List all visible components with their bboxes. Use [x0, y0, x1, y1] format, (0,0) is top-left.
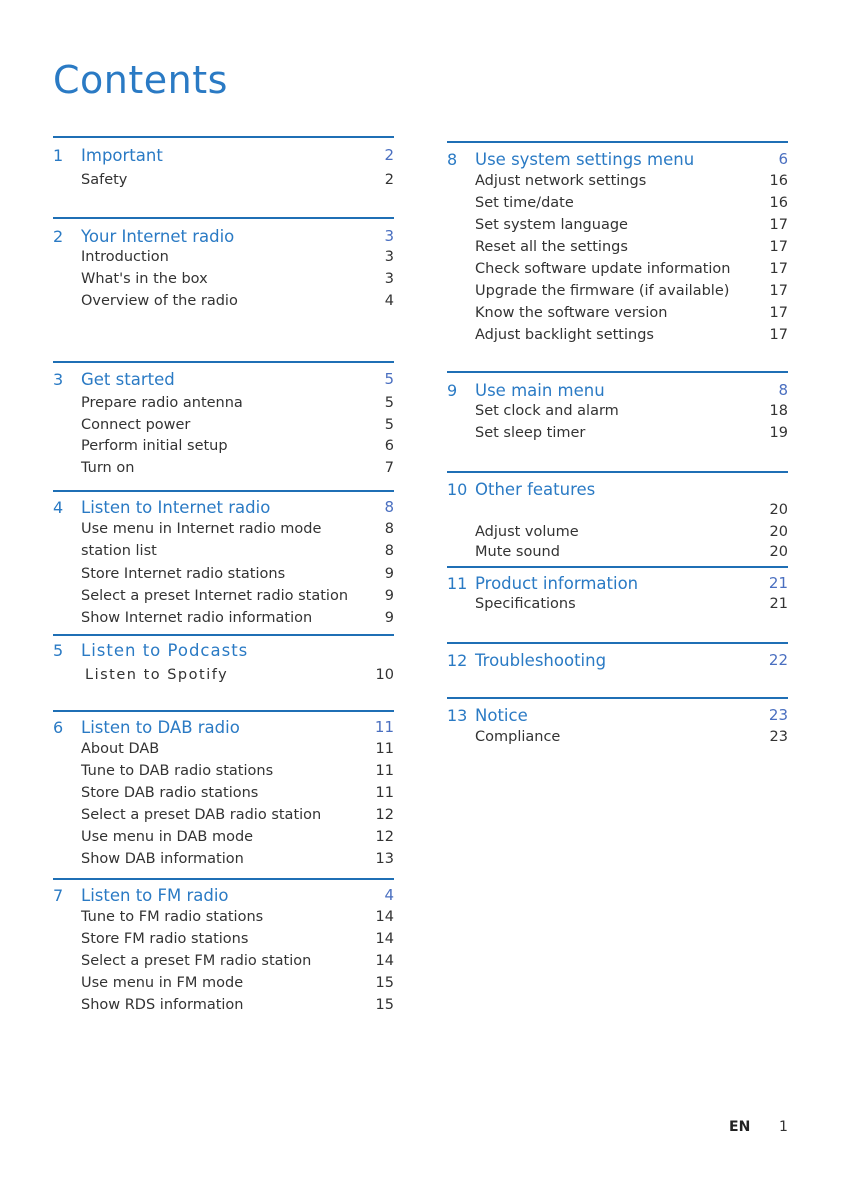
subentry-page: 9	[384, 610, 394, 626]
toc-subentry[interactable]	[53, 460, 394, 482]
chapter-page: 11	[374, 718, 394, 736]
chapter-number: 8	[447, 150, 458, 169]
subentry-page: 16	[769, 173, 788, 189]
toc-section	[447, 566, 788, 612]
chapter-title: Listen to Internet radio	[81, 498, 271, 517]
toc-section	[53, 361, 394, 476]
subentry-page: 3	[384, 249, 394, 265]
chapter-page: 21	[768, 574, 788, 592]
subentry-title: Show Internet radio information	[81, 610, 313, 626]
chapter-number: 13	[447, 706, 468, 725]
chapter-page: 23	[768, 706, 788, 724]
toc-subentry[interactable]	[53, 829, 394, 851]
toc-subentry[interactable]	[447, 261, 788, 283]
chapter-number: 5	[53, 641, 64, 660]
subentry-page: 17	[769, 217, 788, 233]
toc-section	[447, 371, 788, 441]
toc-subentry[interactable]	[53, 521, 394, 543]
toc-chapter-entry[interactable]	[447, 651, 788, 673]
subentry-title: station list	[81, 543, 157, 559]
subentry-title: Use menu in Internet radio mode	[81, 521, 322, 537]
chapter-page: 22	[768, 651, 788, 669]
subentry-title: Store FM radio stations	[81, 931, 249, 947]
toc-subentry[interactable]	[53, 997, 394, 1019]
toc-subentry[interactable]	[447, 524, 788, 546]
section-divider	[53, 490, 394, 492]
subentry-title: Set time/date	[475, 195, 574, 211]
toc-section	[447, 141, 788, 343]
chapter-title: Important	[81, 146, 163, 165]
section-divider	[447, 697, 788, 699]
chapter-page: 4	[384, 886, 394, 904]
section-divider	[447, 642, 788, 644]
chapter-number: 10	[447, 480, 468, 499]
toc-subentry[interactable]	[447, 544, 788, 566]
toc-subentry[interactable]	[447, 502, 788, 524]
toc-subentry[interactable]	[53, 763, 394, 785]
chapter-title: Get started	[81, 370, 175, 389]
footer-language: EN	[729, 1119, 751, 1135]
chapter-page: 6	[778, 150, 788, 168]
subentry-title: Set clock and alarm	[475, 403, 619, 419]
subentry-title: Perform initial setup	[81, 438, 228, 454]
subentry-title: About DAB	[81, 741, 160, 757]
subentry-title: Select a preset FM radio station	[81, 953, 312, 969]
toc-subentry[interactable]	[447, 195, 788, 217]
subentry-page: 15	[375, 975, 394, 991]
subentry-page: 14	[375, 953, 394, 969]
toc-subentry[interactable]	[53, 953, 394, 975]
toc-subentry[interactable]	[53, 588, 394, 610]
subentry-title: What's in the box	[81, 271, 208, 287]
subentry-page: 20	[769, 544, 788, 560]
chapter-number: 2	[53, 227, 64, 246]
toc-subentry[interactable]	[53, 293, 394, 315]
chapter-title: Product information	[475, 574, 639, 593]
toc-chapter-entry[interactable]	[447, 574, 788, 596]
subentry-page: 20	[769, 524, 788, 540]
subentry-title: Set sleep timer	[475, 425, 586, 441]
toc-chapter-entry[interactable]	[447, 150, 788, 172]
subentry-page: 4	[384, 293, 394, 309]
section-divider	[447, 471, 788, 473]
toc-subentry[interactable]	[53, 172, 394, 194]
section-divider	[447, 566, 788, 568]
subentry-page: 9	[384, 588, 394, 604]
toc-chapter-entry[interactable]	[53, 498, 394, 520]
subentry-page: 9	[384, 566, 394, 582]
toc-subentry[interactable]	[53, 909, 394, 931]
subentry-page: 2	[384, 172, 394, 188]
toc-subentry[interactable]	[447, 596, 788, 618]
subentry-page: 20	[769, 502, 788, 518]
chapter-title: Listen to DAB radio	[81, 718, 240, 737]
toc-subentry[interactable]	[53, 566, 394, 588]
subentry-title: Use menu in FM mode	[81, 975, 244, 991]
chapter-number: 6	[53, 718, 64, 737]
subentry-page: 16	[769, 195, 788, 211]
chapter-title: Troubleshooting	[475, 651, 607, 670]
toc-chapter-entry[interactable]	[53, 146, 394, 168]
section-divider	[53, 634, 394, 636]
chapter-number: 11	[447, 574, 468, 593]
chapter-title: Use system settings menu	[475, 150, 695, 169]
chapter-number: 1	[53, 146, 64, 165]
subentry-title: Know the software version	[475, 305, 668, 321]
subentry-title: Connect power	[81, 417, 191, 433]
subentry-page: 15	[375, 997, 394, 1013]
toc-subentry[interactable]	[53, 271, 394, 293]
subentry-page: 17	[769, 261, 788, 277]
toc-subentry[interactable]	[53, 667, 394, 689]
subentry-page: 5	[384, 395, 394, 411]
toc-section	[447, 697, 788, 745]
subentry-title: Mute sound	[475, 544, 560, 560]
subentry-page: 11	[375, 741, 394, 757]
toc-section	[53, 710, 394, 867]
toc-subentry[interactable]	[447, 425, 788, 447]
subentry-title: Tune to FM radio stations	[81, 909, 264, 925]
subentry-page: 17	[769, 283, 788, 299]
subentry-page: 19	[769, 425, 788, 441]
subentry-title: Adjust volume	[475, 524, 579, 540]
chapter-page: 5	[384, 370, 394, 388]
subentry-title: Overview of the radio	[81, 293, 238, 309]
chapter-title: Notice	[475, 706, 528, 725]
subentry-page: 7	[384, 460, 394, 476]
chapter-page: 3	[384, 227, 394, 245]
toc-subentry[interactable]	[447, 173, 788, 195]
toc-chapter-entry[interactable]	[447, 706, 788, 728]
toc-chapter-entry[interactable]	[53, 227, 394, 249]
subentry-page: 8	[384, 521, 394, 537]
subentry-title: Prepare radio antenna	[81, 395, 243, 411]
subentry-page: 17	[769, 327, 788, 343]
subentry-title: Upgrade the firmware (if available)	[475, 283, 730, 299]
subentry-page: 8	[384, 543, 394, 559]
toc-section	[53, 217, 394, 309]
toc-chapter-entry[interactable]	[53, 886, 394, 908]
subentry-title: Specifications	[475, 596, 576, 612]
toc-subentry[interactable]	[53, 851, 394, 873]
toc-subentry[interactable]	[447, 305, 788, 327]
toc-chapter-entry[interactable]	[53, 641, 394, 663]
subentry-title: Listen to Spotify	[85, 667, 229, 683]
toc-subentry[interactable]	[53, 417, 394, 439]
subentry-title: Check software update information	[475, 261, 731, 277]
section-divider	[53, 878, 394, 880]
toc-chapter-entry[interactable]	[447, 480, 788, 502]
toc-subentry[interactable]	[53, 610, 394, 632]
section-divider	[53, 361, 394, 363]
chapter-number: 9	[447, 381, 458, 400]
section-divider	[447, 371, 788, 373]
subentry-page: 11	[375, 785, 394, 801]
toc-subentry[interactable]	[53, 975, 394, 997]
subentry-title: Store DAB radio stations	[81, 785, 259, 801]
toc-subentry[interactable]	[447, 239, 788, 261]
subentry-title: Adjust network settings	[475, 173, 647, 189]
toc-chapter-entry[interactable]	[447, 381, 788, 403]
section-divider	[53, 217, 394, 219]
subentry-page: 18	[769, 403, 788, 419]
chapter-page: 8	[778, 381, 788, 399]
section-divider	[53, 136, 394, 138]
toc-subentry[interactable]	[53, 438, 394, 460]
section-divider	[53, 710, 394, 712]
chapter-number: 7	[53, 886, 64, 905]
toc-subentry[interactable]	[53, 807, 394, 829]
subentry-page: 21	[769, 596, 788, 612]
subentry-page: 10	[375, 667, 394, 683]
toc-section	[447, 471, 788, 560]
subentry-title: Reset all the settings	[475, 239, 628, 255]
subentry-page: 6	[384, 438, 394, 454]
section-divider	[447, 141, 788, 143]
subentry-title: Safety	[81, 172, 128, 188]
subentry-page: 23	[769, 729, 788, 745]
toc-section	[447, 642, 788, 670]
chapter-page: 2	[384, 146, 394, 164]
subentry-title: Introduction	[81, 249, 169, 265]
toc-subentry[interactable]	[447, 283, 788, 305]
subentry-title: Show RDS information	[81, 997, 244, 1013]
subentry-page: 17	[769, 305, 788, 321]
subentry-page: 14	[375, 909, 394, 925]
subentry-title: Adjust backlight settings	[475, 327, 654, 343]
subentry-page: 3	[384, 271, 394, 287]
subentry-page: 12	[375, 829, 394, 845]
subentry-title: Compliance	[475, 729, 561, 745]
toc-section	[53, 634, 394, 683]
toc-subentry[interactable]	[53, 785, 394, 807]
toc-subentry[interactable]	[447, 217, 788, 239]
chapter-number: 12	[447, 651, 468, 670]
chapter-title: Listen to Podcasts	[81, 641, 249, 660]
toc-section	[53, 878, 394, 1013]
chapter-title: Use main menu	[475, 381, 605, 400]
chapter-page: 8	[384, 498, 394, 516]
subentry-title: Set system language	[475, 217, 628, 233]
subentry-title: Turn on	[81, 460, 135, 476]
subentry-title: Use menu in DAB mode	[81, 829, 254, 845]
toc-subentry[interactable]	[53, 395, 394, 417]
subentry-title: Select a preset DAB radio station	[81, 807, 322, 823]
subentry-title: Store Internet radio stations	[81, 566, 286, 582]
page-title: Contents	[53, 58, 228, 102]
chapter-title: Listen to FM radio	[81, 886, 229, 905]
toc-subentry[interactable]	[53, 249, 394, 271]
subentry-page: 14	[375, 931, 394, 947]
chapter-title: Your Internet radio	[81, 227, 235, 246]
toc-chapter-entry[interactable]	[53, 718, 394, 740]
chapter-number: 3	[53, 370, 64, 389]
toc-chapter-entry[interactable]	[53, 370, 394, 392]
subentry-page: 11	[375, 763, 394, 779]
toc-subentry[interactable]	[53, 543, 394, 565]
chapter-title: Other features	[475, 480, 596, 499]
toc-section	[53, 490, 394, 626]
subentry-title: Tune to DAB radio stations	[81, 763, 274, 779]
toc-section	[53, 136, 394, 188]
toc-subentry[interactable]	[53, 931, 394, 953]
subentry-page: 17	[769, 239, 788, 255]
subentry-page: 5	[384, 417, 394, 433]
toc-subentry[interactable]	[447, 403, 788, 425]
subentry-page: 12	[375, 807, 394, 823]
toc-subentry[interactable]	[447, 327, 788, 349]
subentry-title: Show DAB information	[81, 851, 244, 867]
subentry-title: Select a preset Internet radio station	[81, 588, 349, 604]
toc-subentry[interactable]	[53, 741, 394, 763]
footer-page-number: 1	[779, 1119, 788, 1135]
toc-subentry[interactable]	[447, 729, 788, 751]
chapter-number: 4	[53, 498, 64, 517]
subentry-page: 13	[375, 851, 394, 867]
